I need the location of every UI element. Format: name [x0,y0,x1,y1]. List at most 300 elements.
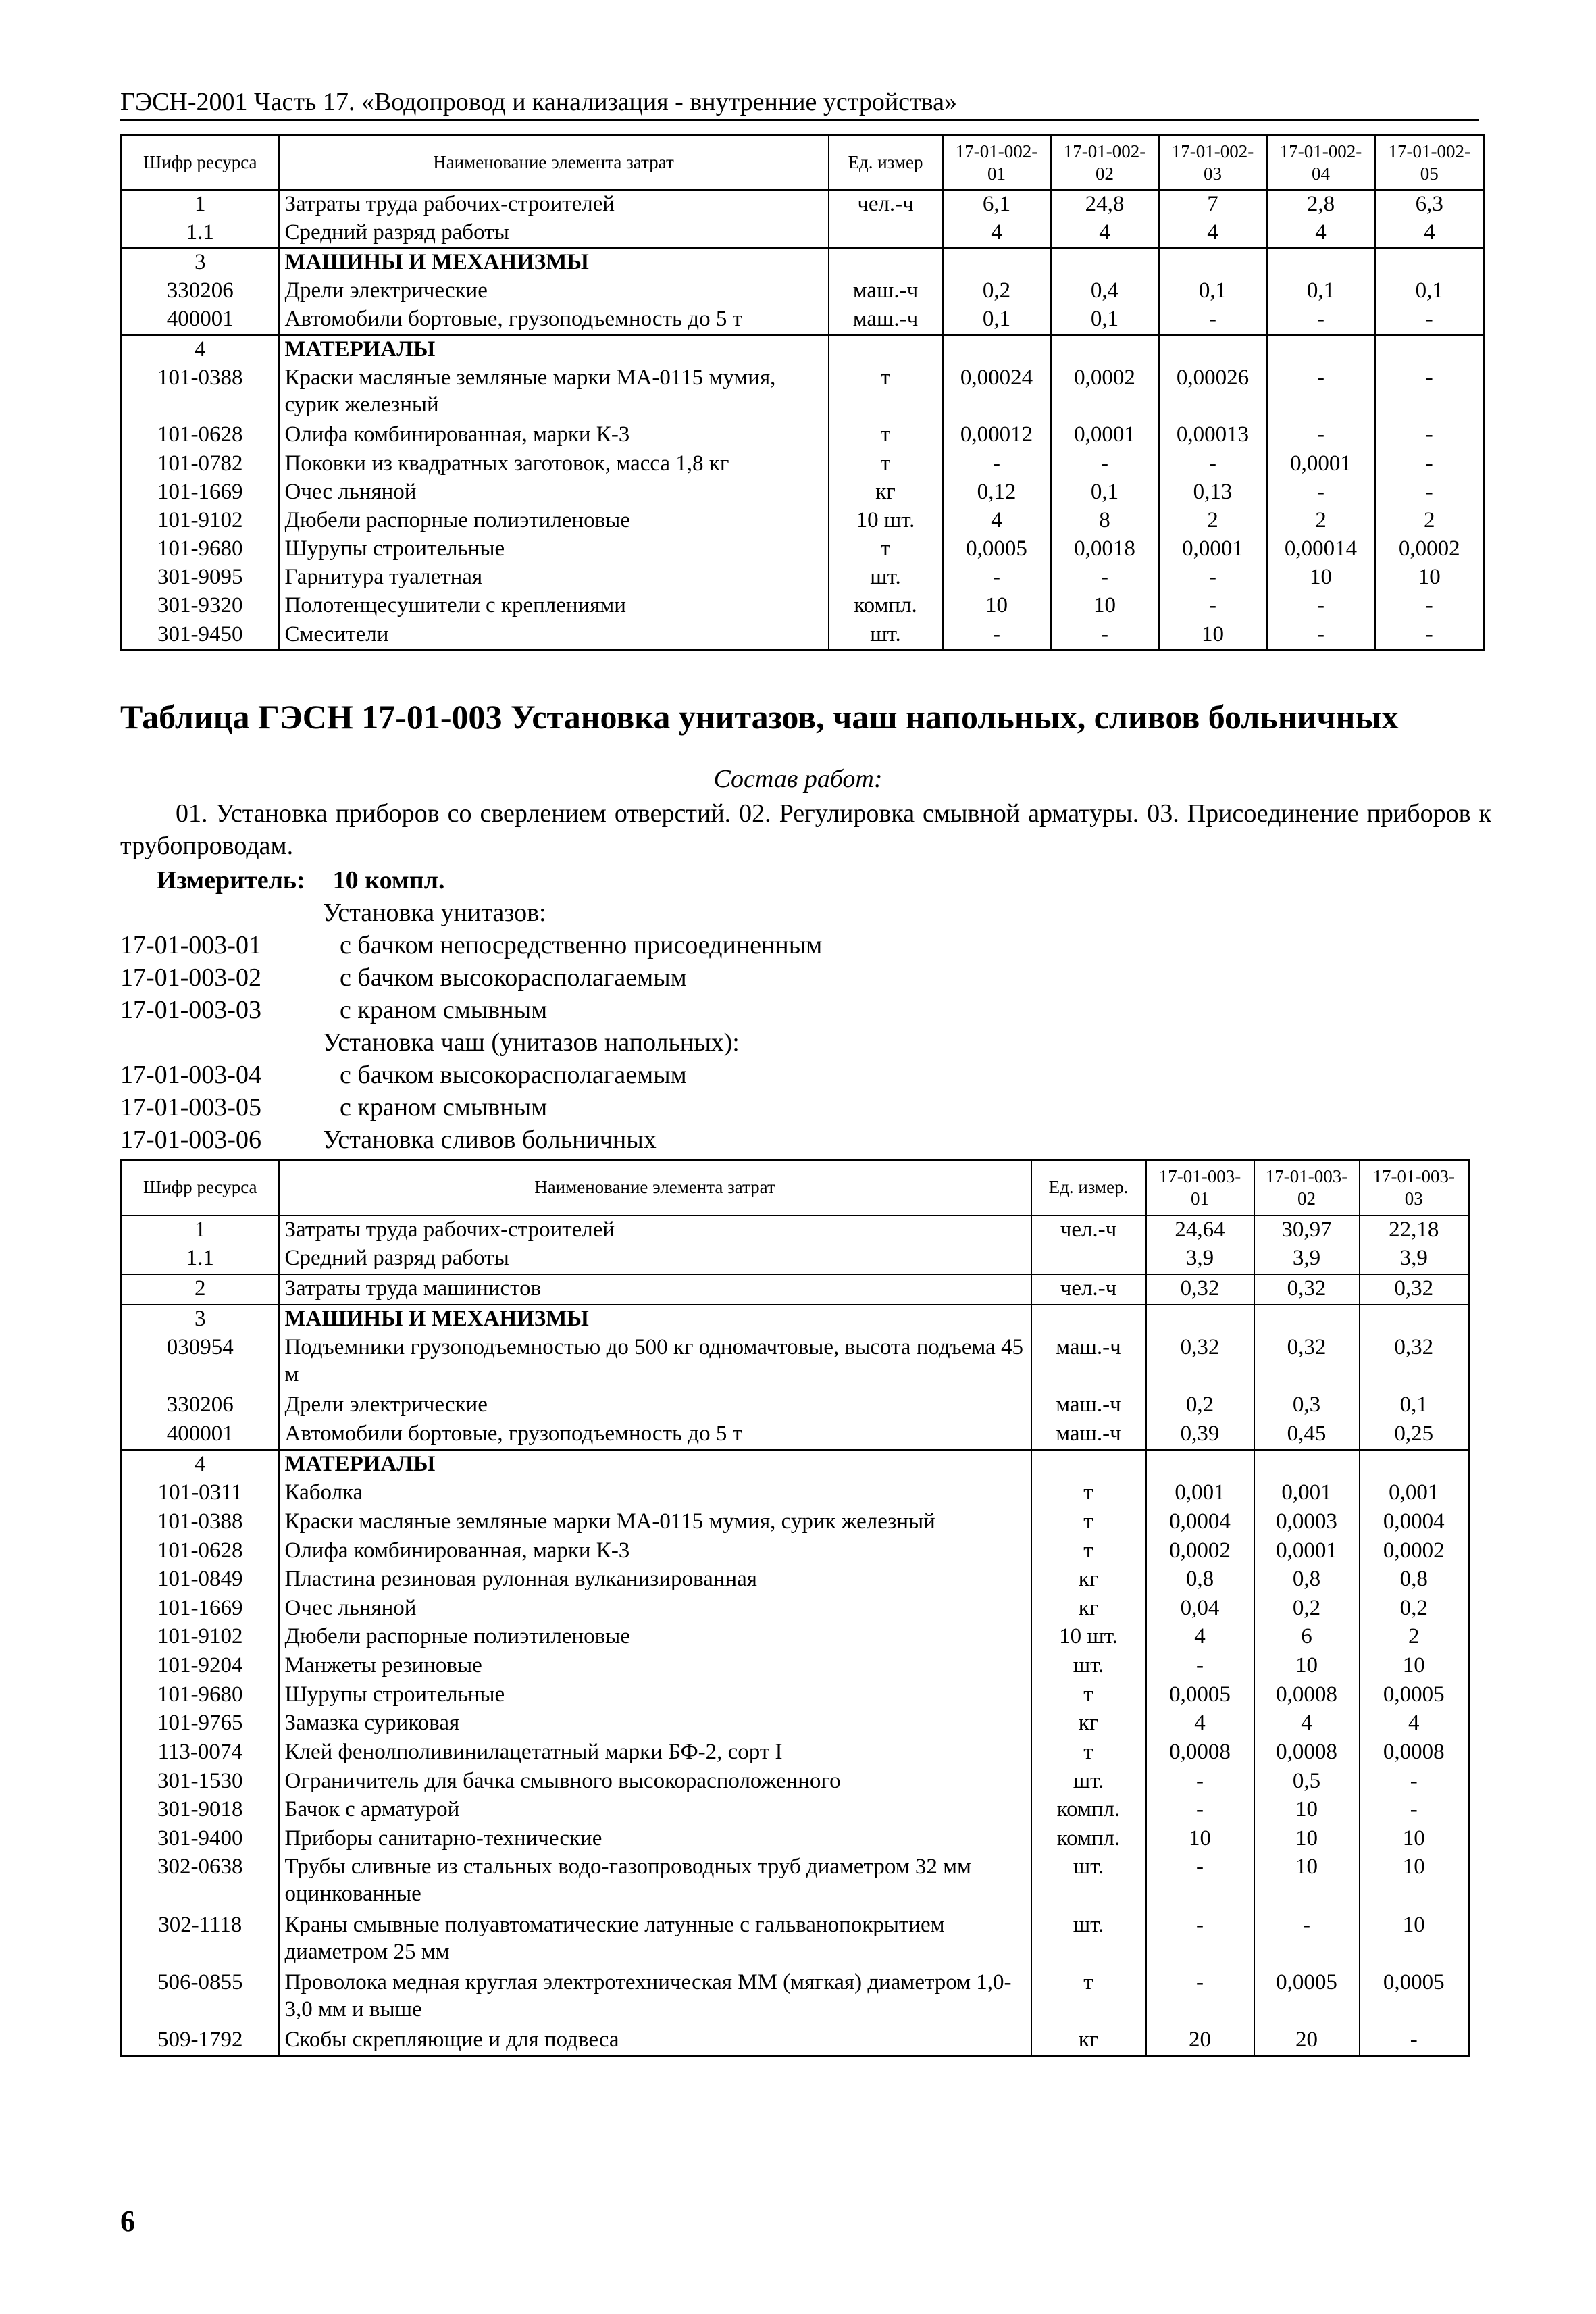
resource-code-cell: 1.1 [122,219,279,248]
value-cell: 4 [943,507,1051,535]
table-row [122,1305,1469,1334]
col-header-norm: 17-01-002-03 [1159,136,1267,190]
table-body [122,1215,1469,2057]
value-cell: - [1267,421,1375,449]
resource-name-cell: МАТЕРИАЛЫ [279,1450,1031,1480]
value-cell [1375,248,1485,277]
value-cell [943,335,1051,364]
table-row [122,277,1485,305]
value-cell [1360,1450,1469,1480]
value-cell: - [1267,621,1375,651]
value-cell: - [1146,1796,1254,1825]
value-cell: 3,9 [1360,1244,1469,1274]
value-cell: 0,0002 [1051,364,1159,421]
value-cell: 0,2 [1360,1594,1469,1624]
value-cell: 0,1 [943,305,1051,334]
value-cell: 0,0008 [1254,1738,1360,1767]
resource-name-cell: Затраты труда рабочих-строителей [279,1215,1031,1245]
table-row [122,335,1485,364]
value-cell: 0,1 [1267,277,1375,305]
value-cell: 20 [1254,2026,1360,2056]
col-header-norm: 17-01-002-04 [1267,136,1375,190]
resource-code-cell: 101-0782 [122,450,279,478]
table-row [122,219,1485,248]
table-row [122,1825,1469,1854]
resource-name-cell: МАШИНЫ И МЕХАНИЗМЫ [279,248,829,277]
value-cell: 0,0005 [1360,1681,1469,1710]
unit-cell: маш.-ч [1031,1391,1146,1420]
value-cell: - [1267,592,1375,620]
resource-name-cell: МАТЕРИАЛЫ [279,335,829,364]
value-cell: 0,0001 [1159,535,1267,563]
resource-name-cell: Олифа комбинированная, марки К-3 [279,421,829,449]
table-row [122,421,1485,449]
value-cell: 0,0003 [1254,1508,1360,1537]
value-cell: 0,0002 [1360,1537,1469,1566]
value-cell: 22,18 [1360,1215,1469,1245]
value-cell: 10 [943,592,1051,620]
value-cell: 3,9 [1254,1244,1360,1274]
value-cell: 0,12 [943,478,1051,507]
col-header-name: Наименование элемента затрат [279,1160,1031,1215]
resource-name-cell: Дюбели распорные полиэтиленовые [279,1623,1031,1652]
table-body [122,190,1485,651]
unit-cell: чел.-ч [1031,1274,1146,1305]
value-cell: 4 [1146,1709,1254,1738]
resource-code-cell: 301-9450 [122,621,279,651]
value-cell: - [1375,364,1485,421]
value-cell: 2,8 [1267,190,1375,219]
resource-code-cell: 101-0311 [122,1479,279,1508]
unit-cell [829,335,943,364]
value-cell: 10 [1360,1652,1469,1681]
value-cell: 0,32 [1146,1334,1254,1391]
value-cell: 4 [1375,219,1485,248]
resource-code-cell: 101-9680 [122,535,279,563]
value-cell: - [1051,621,1159,651]
value-cell: 10 [1254,1796,1360,1825]
table-row [122,1274,1469,1305]
resource-code-cell: 301-9095 [122,563,279,592]
value-cell: 10 [1360,1911,1469,1969]
resource-name-cell: Краны смывные полуавтоматические латунные с гальванопокрытием диаметром 25 мм [279,1911,1031,1969]
unit-cell: т [1031,1508,1146,1537]
value-cell: 4 [1254,1709,1360,1738]
value-cell: 0,1 [1051,305,1159,334]
resource-code-cell: 301-9320 [122,592,279,620]
value-cell: 0,1 [1051,478,1159,507]
value-cell [1267,248,1375,277]
value-cell: 0,32 [1146,1274,1254,1305]
value-cell: - [1267,364,1375,421]
resource-name-cell: Средний разряд работы [279,219,829,248]
resource-name-cell: Затраты труда машинистов [279,1274,1031,1305]
unit-cell: т [1031,1479,1146,1508]
value-cell: 0,0008 [1360,1738,1469,1767]
composition-title: Состав работ: [713,765,883,793]
value-cell: 0,2 [943,277,1051,305]
value-cell: 0,00024 [943,364,1051,421]
unit-cell: шт. [1031,1767,1146,1796]
resource-code-cell: 101-0388 [122,364,279,421]
col-header-unit: Ед. измер [829,136,943,190]
measure [157,865,444,896]
value-cell: 6,3 [1375,190,1485,219]
value-cell: 0,0005 [1254,1969,1360,2026]
value-cell: 0,001 [1360,1479,1469,1508]
value-cell: 0,00026 [1159,364,1267,421]
table-row [122,592,1485,620]
value-cell: 0,0001 [1267,450,1375,478]
unit-cell: кг [829,478,943,507]
table-row [122,1391,1469,1420]
unit-cell: чел.-ч [829,190,943,219]
col-header-code: Шифр ресурса [122,136,279,190]
value-cell: - [1375,592,1485,620]
resource-name-cell: Гарнитура туалетная [279,563,829,592]
value-cell: 0,45 [1254,1420,1360,1450]
value-cell: 0,0008 [1254,1681,1360,1710]
resource-code-cell: 301-9400 [122,1825,279,1854]
unit-cell: чел.-ч [1031,1215,1146,1245]
unit-cell: т [829,450,943,478]
col-header-norm: 17-01-002-05 [1375,136,1485,190]
resource-code-cell: 302-0638 [122,1853,279,1911]
value-cell: 0,00014 [1267,535,1375,563]
value-cell: 3,9 [1146,1244,1254,1274]
unit-cell: шт. [829,563,943,592]
value-cell [1146,1305,1254,1334]
value-cell [1360,1305,1469,1334]
table-row [122,1244,1469,1274]
value-cell: 0,4 [1051,277,1159,305]
resource-code-cell: 3 [122,1305,279,1334]
page-number: 6 [120,2205,135,2238]
resource-code-cell: 101-0849 [122,1565,279,1594]
table-row [122,2026,1469,2056]
table-row [122,1334,1469,1391]
value-cell: 4 [943,219,1051,248]
resource-name-cell: Подъемники грузоподъемностью до 500 кг одномачтовые, высота подъема 45 м [279,1334,1031,1391]
value-cell: 0,0008 [1146,1738,1254,1767]
value-cell: - [1159,450,1267,478]
resource-code-cell: 113-0074 [122,1738,279,1767]
resource-code-cell: 506-0855 [122,1969,279,2026]
table-title: Таблица ГЭСН 17-01-003 Установка унитазов, чаш напольных, сливов больничных [120,698,1399,736]
value-cell: - [1254,1911,1360,1969]
resource-code-cell: 301-1530 [122,1767,279,1796]
table-row [122,450,1485,478]
value-cell: 4 [1146,1623,1254,1652]
resource-code-cell: 4 [122,1450,279,1480]
value-cell: 10 [1159,621,1267,651]
group-heading: Установка унитазов: [323,899,546,927]
value-cell: - [1051,450,1159,478]
resource-name-cell: Каболка [279,1479,1031,1508]
value-cell: 10 [1051,592,1159,620]
value-cell: - [1159,592,1267,620]
table-row [122,364,1485,421]
resource-code-cell: 1 [122,1215,279,1245]
list-item: 17-01-003-06 Установка сливов больничных [120,1126,657,1154]
unit-cell [1031,1244,1146,1274]
value-cell: 2 [1375,507,1485,535]
resource-name-cell: Приборы санитарно-технические [279,1825,1031,1854]
table-row [122,1681,1469,1710]
resource-code-cell: 101-0628 [122,421,279,449]
value-cell: 0,001 [1254,1479,1360,1508]
value-cell: - [1159,563,1267,592]
col-header-norm: 17-01-002-01 [943,136,1051,190]
value-cell: 6 [1254,1623,1360,1652]
resource-code-cell: 330206 [122,1391,279,1420]
resource-name-cell: Краски масляные земляные марки МА-0115 мумия, сурик железный [279,364,829,421]
resource-name-cell: Краски масляные земляные марки МА-0115 мумия, сурик железный [279,1508,1031,1537]
value-cell [943,248,1051,277]
measure-label: Измеритель: [157,866,305,895]
value-cell: 0,32 [1254,1274,1360,1305]
unit-cell: т [1031,1969,1146,2026]
resource-code-cell: 330206 [122,277,279,305]
value-cell: 0,0001 [1051,421,1159,449]
value-cell: - [1146,1969,1254,2026]
value-cell: - [1146,1911,1254,1969]
table-row [122,563,1485,592]
value-cell: 6,1 [943,190,1051,219]
resource-name-cell: Шурупы строительные [279,535,829,563]
unit-cell: кг [1031,2026,1146,2056]
value-cell: - [1360,1796,1469,1825]
resource-name-cell: Скобы скрепляющие и для подвеса [279,2026,1031,2056]
value-cell: 10 [1360,1853,1469,1911]
resource-code-cell: 4 [122,335,279,364]
measure-value: 10 компл. [332,866,445,895]
resource-name-cell: Очес льняной [279,1594,1031,1624]
value-cell: 0,0018 [1051,535,1159,563]
value-cell: - [1375,621,1485,651]
value-cell: 2 [1360,1623,1469,1652]
table-row [122,1738,1469,1767]
value-cell [1159,335,1267,364]
resource-code-cell: 509-1792 [122,2026,279,2056]
table-row [122,1450,1469,1480]
resource-code-cell: 101-1669 [122,478,279,507]
value-cell: 10 [1146,1825,1254,1854]
unit-cell: шт. [829,621,943,651]
value-cell: 0,5 [1254,1767,1360,1796]
value-cell: - [943,563,1051,592]
value-cell: 10 [1267,563,1375,592]
unit-cell: компл. [829,592,943,620]
value-cell [1051,335,1159,364]
col-header-norm: 17-01-002-02 [1051,136,1159,190]
value-cell: - [1360,2026,1469,2056]
resource-name-cell: Очес льняной [279,478,829,507]
value-cell: 8 [1051,507,1159,535]
table-row [122,535,1485,563]
value-cell: 0,3 [1254,1391,1360,1420]
unit-cell [829,248,943,277]
unit-cell: шт. [1031,1652,1146,1681]
resource-code-cell: 1 [122,190,279,219]
value-cell: 4 [1051,219,1159,248]
table-row [122,305,1485,334]
resource-code-cell: 301-9018 [122,1796,279,1825]
value-cell: 10 [1254,1825,1360,1854]
value-cell: - [1360,1767,1469,1796]
value-cell: 0,39 [1146,1420,1254,1450]
value-cell: - [1146,1652,1254,1681]
resource-code-cell: 3 [122,248,279,277]
value-cell: 0,1 [1360,1391,1469,1420]
resource-name-cell: Дрели электрические [279,277,829,305]
resource-name-cell: Шурупы строительные [279,1681,1031,1710]
unit-cell: т [829,421,943,449]
resource-code-cell: 101-9102 [122,507,279,535]
unit-cell: т [1031,1537,1146,1566]
unit-cell: шт. [1031,1911,1146,1969]
value-cell: 10 [1254,1652,1360,1681]
value-cell [1051,248,1159,277]
resource-name-cell: Затраты труда рабочих-строителей [279,190,829,219]
resource-code-cell: 101-0628 [122,1537,279,1566]
value-cell: 0,04 [1146,1594,1254,1624]
resource-name-cell: Пластина резиновая рулонная вулканизированная [279,1565,1031,1594]
resource-code-cell: 101-1669 [122,1594,279,1624]
value-cell: 4 [1267,219,1375,248]
unit-cell: т [1031,1738,1146,1767]
value-cell: 0,8 [1254,1565,1360,1594]
value-cell: 10 [1375,563,1485,592]
resource-code-cell: 101-9102 [122,1623,279,1652]
value-cell: 0,00013 [1159,421,1267,449]
value-cell [1375,335,1485,364]
unit-cell: маш.-ч [1031,1420,1146,1450]
value-cell: - [1267,478,1375,507]
value-cell: 4 [1360,1709,1469,1738]
value-cell: 0,0005 [1360,1969,1469,2026]
table-row [122,1623,1469,1652]
value-cell: 0,1 [1159,277,1267,305]
unit-cell: компл. [1031,1825,1146,1854]
table-row [122,1911,1469,1969]
value-cell [1159,248,1267,277]
unit-cell: компл. [1031,1796,1146,1825]
value-cell [1146,1450,1254,1480]
value-cell: 0,0004 [1146,1508,1254,1537]
resource-code-cell: 302-1118 [122,1911,279,1969]
value-cell: - [1051,563,1159,592]
value-cell: 24,64 [1146,1215,1254,1245]
value-cell: 0,8 [1360,1565,1469,1594]
resource-name-cell: Дюбели распорные полиэтиленовые [279,507,829,535]
col-header-unit: Ед. измер. [1031,1160,1146,1215]
unit-cell [1031,1450,1146,1480]
unit-cell: т [829,364,943,421]
value-cell: 0,001 [1146,1479,1254,1508]
value-cell: 0,0005 [1146,1681,1254,1710]
table-row [122,248,1485,277]
value-cell: 7 [1159,190,1267,219]
value-cell: - [1146,1853,1254,1911]
unit-cell: маш.-ч [1031,1334,1146,1391]
resource-name-cell: Манжеты резиновые [279,1652,1031,1681]
resource-name-cell: Замазка суриковая [279,1709,1031,1738]
table-row [122,1796,1469,1825]
resource-code-cell: 1.1 [122,1244,279,1274]
norm-code-list [120,897,822,1156]
unit-cell: кг [1031,1565,1146,1594]
table-row [122,507,1485,535]
value-cell [1254,1450,1360,1480]
resource-code-cell: 400001 [122,1420,279,1450]
table-row [122,1853,1469,1911]
resource-name-cell: Проволока медная круглая электротехническая ММ (мягкая) диаметром 1,0-3,0 мм и выше [279,1969,1031,2026]
resource-name-cell: МАШИНЫ И МЕХАНИЗМЫ [279,1305,1031,1334]
value-cell: 0,32 [1360,1334,1469,1391]
table-row [122,1215,1469,1245]
value-cell: 4 [1159,219,1267,248]
table-row [122,1652,1469,1681]
resource-name-cell: Автомобили бортовые, грузоподъемность до 5 т [279,305,829,334]
value-cell: 10 [1254,1853,1360,1911]
value-cell: - [1267,305,1375,334]
value-cell: - [1146,1767,1254,1796]
list-item: 17-01-003-04 с бачком высокорасполагаемым [120,1061,687,1089]
resource-name-cell: Смесители [279,621,829,651]
table-row [122,1594,1469,1624]
group-heading: Установка чаш (унитазов напольных): [323,1028,740,1057]
resource-name-cell: Олифа комбинированная, марки К-3 [279,1537,1031,1566]
col-header-name: Наименование элемента затрат [279,136,829,190]
col-header-norm: 17-01-003-03 [1360,1160,1469,1215]
table-row [122,1537,1469,1566]
unit-cell: шт. [1031,1853,1146,1911]
table-row [122,1565,1469,1594]
value-cell: 0,1 [1375,277,1485,305]
value-cell: 0,0002 [1146,1537,1254,1566]
table-row [122,190,1485,219]
composition-text: 01. Установка приборов со сверлением отверстий. 02. Регулировка смывной арматуры. 03. Присоединение приборов к трубопроводам. [120,799,1491,860]
value-cell: 20 [1146,2026,1254,2056]
value-cell: 0,8 [1146,1565,1254,1594]
value-cell: 0,0001 [1254,1537,1360,1566]
resource-code-cell: 101-0388 [122,1508,279,1537]
resource-name-cell: Ограничитель для бачка смывного высокорасположенного [279,1767,1031,1796]
value-cell: 0,2 [1146,1391,1254,1420]
unit-cell: маш.-ч [829,305,943,334]
unit-cell: кг [1031,1709,1146,1738]
resource-name-cell: Дрели электрические [279,1391,1031,1420]
table-row [122,1969,1469,2026]
unit-cell: маш.-ч [829,277,943,305]
list-item: 17-01-003-02 с бачком высокорасполагаемым [120,963,687,992]
value-cell: 0,00012 [943,421,1051,449]
value-cell: - [943,450,1051,478]
resource-code-cell: 101-9204 [122,1652,279,1681]
value-cell: 0,2 [1254,1594,1360,1624]
col-header-code: Шифр ресурса [122,1160,279,1215]
table-row [122,478,1485,507]
resource-code-cell: 030954 [122,1334,279,1391]
unit-cell: кг [1031,1594,1146,1624]
col-header-norm: 17-01-003-01 [1146,1160,1254,1215]
resource-code-cell: 101-9765 [122,1709,279,1738]
value-cell: 10 [1360,1825,1469,1854]
unit-cell [1031,1305,1146,1334]
resource-name-cell: Поковки из квадратных заготовок, масса 1,8 кг [279,450,829,478]
resource-name-cell: Автомобили бортовые, грузоподъемность до 5 т [279,1420,1031,1450]
